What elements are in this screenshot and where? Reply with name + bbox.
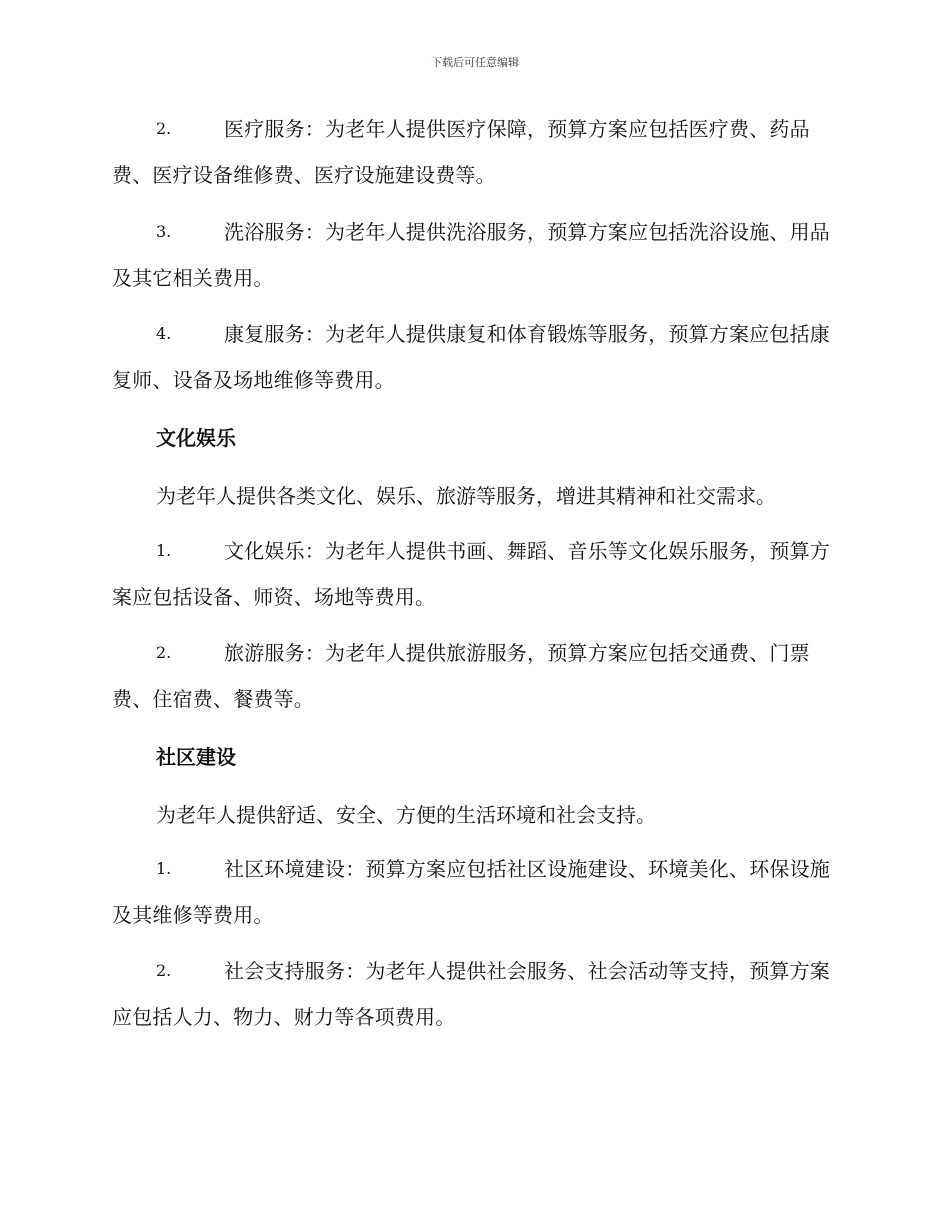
list-item-number: 2. xyxy=(156,119,172,138)
list-item xyxy=(112,630,834,722)
list-item-number: 2. xyxy=(156,643,172,662)
section-intro: 为老年人提供各类文化、娱乐、旅游等服务，增进其精神和社交需求。 xyxy=(156,484,776,508)
list-item-number: 1. xyxy=(156,859,172,878)
list-item xyxy=(112,311,834,403)
list-item xyxy=(112,948,834,1040)
list-item-text: 洗浴服务：为老年人提供洗浴服务，预算方案应包括洗浴设施、用品及其它相关费用。 xyxy=(112,220,830,290)
list-item-text: 康复服务：为老年人提供康复和体育锻炼等服务，预算方案应包括康复师、设备及场地维修等费用。 xyxy=(112,322,830,392)
list-item xyxy=(112,528,834,620)
list-item xyxy=(112,846,834,938)
page-header: 下载后可任意编辑 xyxy=(431,56,519,69)
list-item-text: 社会支持服务：为老年人提供社会服务、社会活动等支持，预算方案应包括人力、物力、财力等各项费用。 xyxy=(112,959,830,1029)
list-item xyxy=(112,209,834,301)
list-item-text: 社区环境建设：预算方案应包括社区设施建设、环境美化、环保设施及其维修等费用。 xyxy=(112,857,830,927)
list-item-number: 1. xyxy=(156,541,172,560)
section-heading: 文化娱乐 xyxy=(156,426,236,450)
list-item xyxy=(112,106,834,198)
list-item-number: 4. xyxy=(156,324,172,343)
section-heading: 社区建设 xyxy=(156,745,236,769)
list-item-number: 2. xyxy=(156,961,172,980)
list-item-text: 文化娱乐：为老年人提供书画、舞蹈、音乐等文化娱乐服务，预算方案应包括设备、师资、场地等费用。 xyxy=(112,539,830,609)
section-intro: 为老年人提供舒适、安全、方便的生活环境和社会支持。 xyxy=(156,803,656,827)
list-item-number: 3. xyxy=(156,222,172,241)
list-item-text: 旅游服务：为老年人提供旅游服务，预算方案应包括交通费、门票费、住宿费、餐费等。 xyxy=(112,641,810,711)
list-item-text: 医疗服务：为老年人提供医疗保障，预算方案应包括医疗费、药品费、医疗设备维修费、医疗设施建设费等。 xyxy=(112,117,810,187)
